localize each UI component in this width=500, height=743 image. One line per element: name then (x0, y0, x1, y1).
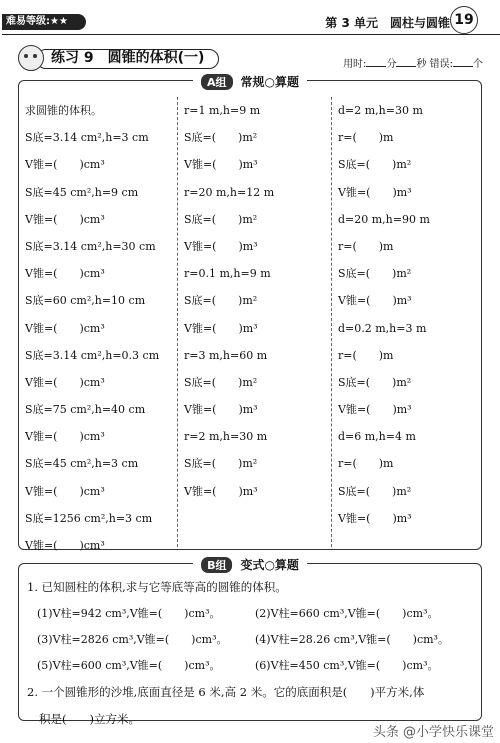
problem-line: S底=75 cm²,h=40 cm (25, 403, 146, 417)
problem-line: d=6 m,h=4 m (338, 430, 416, 444)
answer-line[interactable]: S底=( )m² (184, 131, 258, 145)
answer-line[interactable]: V锥=( )cm³ (25, 484, 105, 498)
answer-line[interactable]: V锥=( )cm³ (25, 430, 105, 444)
unit-title: 第 3 单元 圆柱与圆锥 (325, 16, 450, 30)
answer-line[interactable]: S底=( )m² (338, 267, 412, 281)
answer-line[interactable]: S底=( )m² (184, 294, 258, 308)
question-1-item[interactable]: (3)V柱=2826 cm³,V锥=( )cm³。 (37, 633, 228, 646)
question-1-item[interactable]: (1)V柱=942 cm³,V锥=( )cm³。 (37, 607, 221, 620)
problem-line: r=0.1 m,h=9 m (184, 267, 271, 281)
column-1 (25, 97, 175, 559)
answer-line[interactable]: V锥=( )m³ (338, 403, 412, 417)
question-1-row-3 (27, 653, 473, 679)
answer-line[interactable]: S底=( )m² (338, 375, 412, 389)
answer-line[interactable]: V锥=( )cm³ (25, 321, 105, 335)
column-2 (177, 97, 329, 547)
question-1-item[interactable]: (5)V柱=600 cm³,V锥=( )cm³。 (37, 659, 221, 672)
problem-line: r=20 m,h=12 m (184, 185, 275, 199)
answer-line[interactable]: r=( )m (338, 348, 394, 362)
question-1-item[interactable]: (2)V柱=660 cm³,V锥=( )cm³。 (255, 607, 439, 620)
problem-line: S底=60 cm²,h=10 cm (25, 294, 146, 308)
seconds-blank[interactable] (396, 66, 416, 67)
question-2-line-1[interactable]: 2. 一个圆锥形的沙堆,底面直径是 6 米,高 2 米。它的底面积是( )平方米,体 (27, 685, 425, 699)
answer-line[interactable]: S底=( )m² (184, 375, 258, 389)
timing-label-time: 用时: (343, 59, 367, 70)
problem-line: S底=3.14 cm²,h=30 cm (25, 239, 156, 253)
problem-line: d=2 m,h=30 m (338, 104, 423, 117)
problem-line: S底=45 cm²,h=3 cm (25, 457, 139, 471)
answer-line[interactable]: V锥=( )cm³ (25, 375, 105, 389)
page-number: 19 (450, 6, 478, 34)
answer-line[interactable]: V锥=( )m³ (184, 239, 258, 253)
answer-line[interactable]: V锥=( )m³ (184, 484, 258, 498)
answer-line[interactable]: r=( )m (338, 457, 394, 471)
section-a-group-badge: A组 (201, 74, 233, 90)
question-1: 1. 已知圆柱的体积,求与它等底等高的圆锥的体积。 (27, 580, 287, 594)
problem-line: r=3 m,h=60 m (184, 348, 268, 362)
problem-line: S底=1256 cm²,h=3 cm (25, 511, 153, 525)
problem-line: S底=45 cm²,h=9 cm (25, 185, 139, 199)
problem-line: 求圆锥的体积。 (25, 104, 102, 117)
section-b-header (193, 556, 307, 573)
timing-label-count: 个 (473, 59, 483, 70)
minutes-blank[interactable] (366, 66, 386, 67)
answer-line[interactable]: V锥=( )cm³ (25, 539, 105, 552)
problem-line: d=20 m,h=90 m (338, 212, 430, 226)
mascot-icon (18, 45, 44, 71)
section-a (18, 75, 482, 552)
timing-label-min: 分 (386, 59, 397, 70)
question-1-row-1 (27, 601, 473, 627)
problem-line: S底=3.14 cm²,h=0.3 cm (25, 348, 160, 362)
answer-line[interactable]: V锥=( )cm³ (25, 267, 105, 281)
problem-line: r=2 m,h=30 m (184, 430, 268, 444)
answer-line[interactable]: V锥=( )m³ (184, 321, 258, 335)
section-a-header (193, 73, 307, 90)
problem-line: d=0.2 m,h=3 m (338, 321, 427, 335)
timing-label-sec-errors: 秒 错误: (416, 59, 453, 70)
watermark: 头条 @小学快乐课堂 (372, 725, 494, 740)
timing-fields (343, 55, 483, 70)
column-3 (331, 97, 479, 547)
section-a-title: 常规○算题 (240, 75, 299, 89)
answer-line[interactable]: V锥=( )m³ (184, 403, 258, 417)
answer-line[interactable]: V锥=( )cm³ (25, 212, 105, 226)
section-b-title: 变式○算题 (240, 558, 299, 572)
answer-line[interactable]: r=( )m (338, 131, 394, 145)
top-bar (0, 14, 500, 32)
section-b-content (27, 574, 473, 733)
answer-line[interactable]: r=( )m (338, 239, 394, 253)
question-2-line-2[interactable]: 积是( )立方米。 (39, 712, 140, 726)
problem-line: S底=3.14 cm²,h=3 cm (25, 131, 149, 145)
question-1-item[interactable]: (6)V柱=450 cm³,V锥=( )cm³。 (255, 659, 439, 672)
answer-line[interactable]: V锥=( )m³ (338, 185, 412, 199)
answer-line[interactable]: V锥=( )m³ (184, 158, 258, 172)
answer-line[interactable]: S底=( )m² (338, 158, 412, 172)
answer-line[interactable]: S底=( )m² (184, 457, 258, 471)
answer-line[interactable]: S底=( )m² (184, 212, 258, 226)
question-1-row-2 (27, 627, 473, 653)
lesson-title: 练习 9 圆锥的体积(一) (36, 49, 219, 69)
answer-line[interactable]: V锥=( )m³ (338, 294, 412, 308)
difficulty-badge: 难易等级:★★ (2, 14, 86, 30)
problem-line: r=1 m,h=9 m (184, 104, 261, 117)
section-b (18, 558, 482, 726)
section-b-group-badge: B组 (201, 557, 232, 573)
lesson-row (18, 45, 483, 71)
header-divider (2, 34, 500, 35)
answer-line[interactable]: V锥=( )m³ (338, 511, 412, 525)
answer-line[interactable]: V锥=( )cm³ (25, 158, 105, 172)
answer-line[interactable]: S底=( )m² (338, 484, 412, 498)
errors-blank[interactable] (453, 66, 473, 67)
question-1-item[interactable]: (4)V柱=28.26 cm³,V锥=( )cm³。 (255, 633, 449, 646)
